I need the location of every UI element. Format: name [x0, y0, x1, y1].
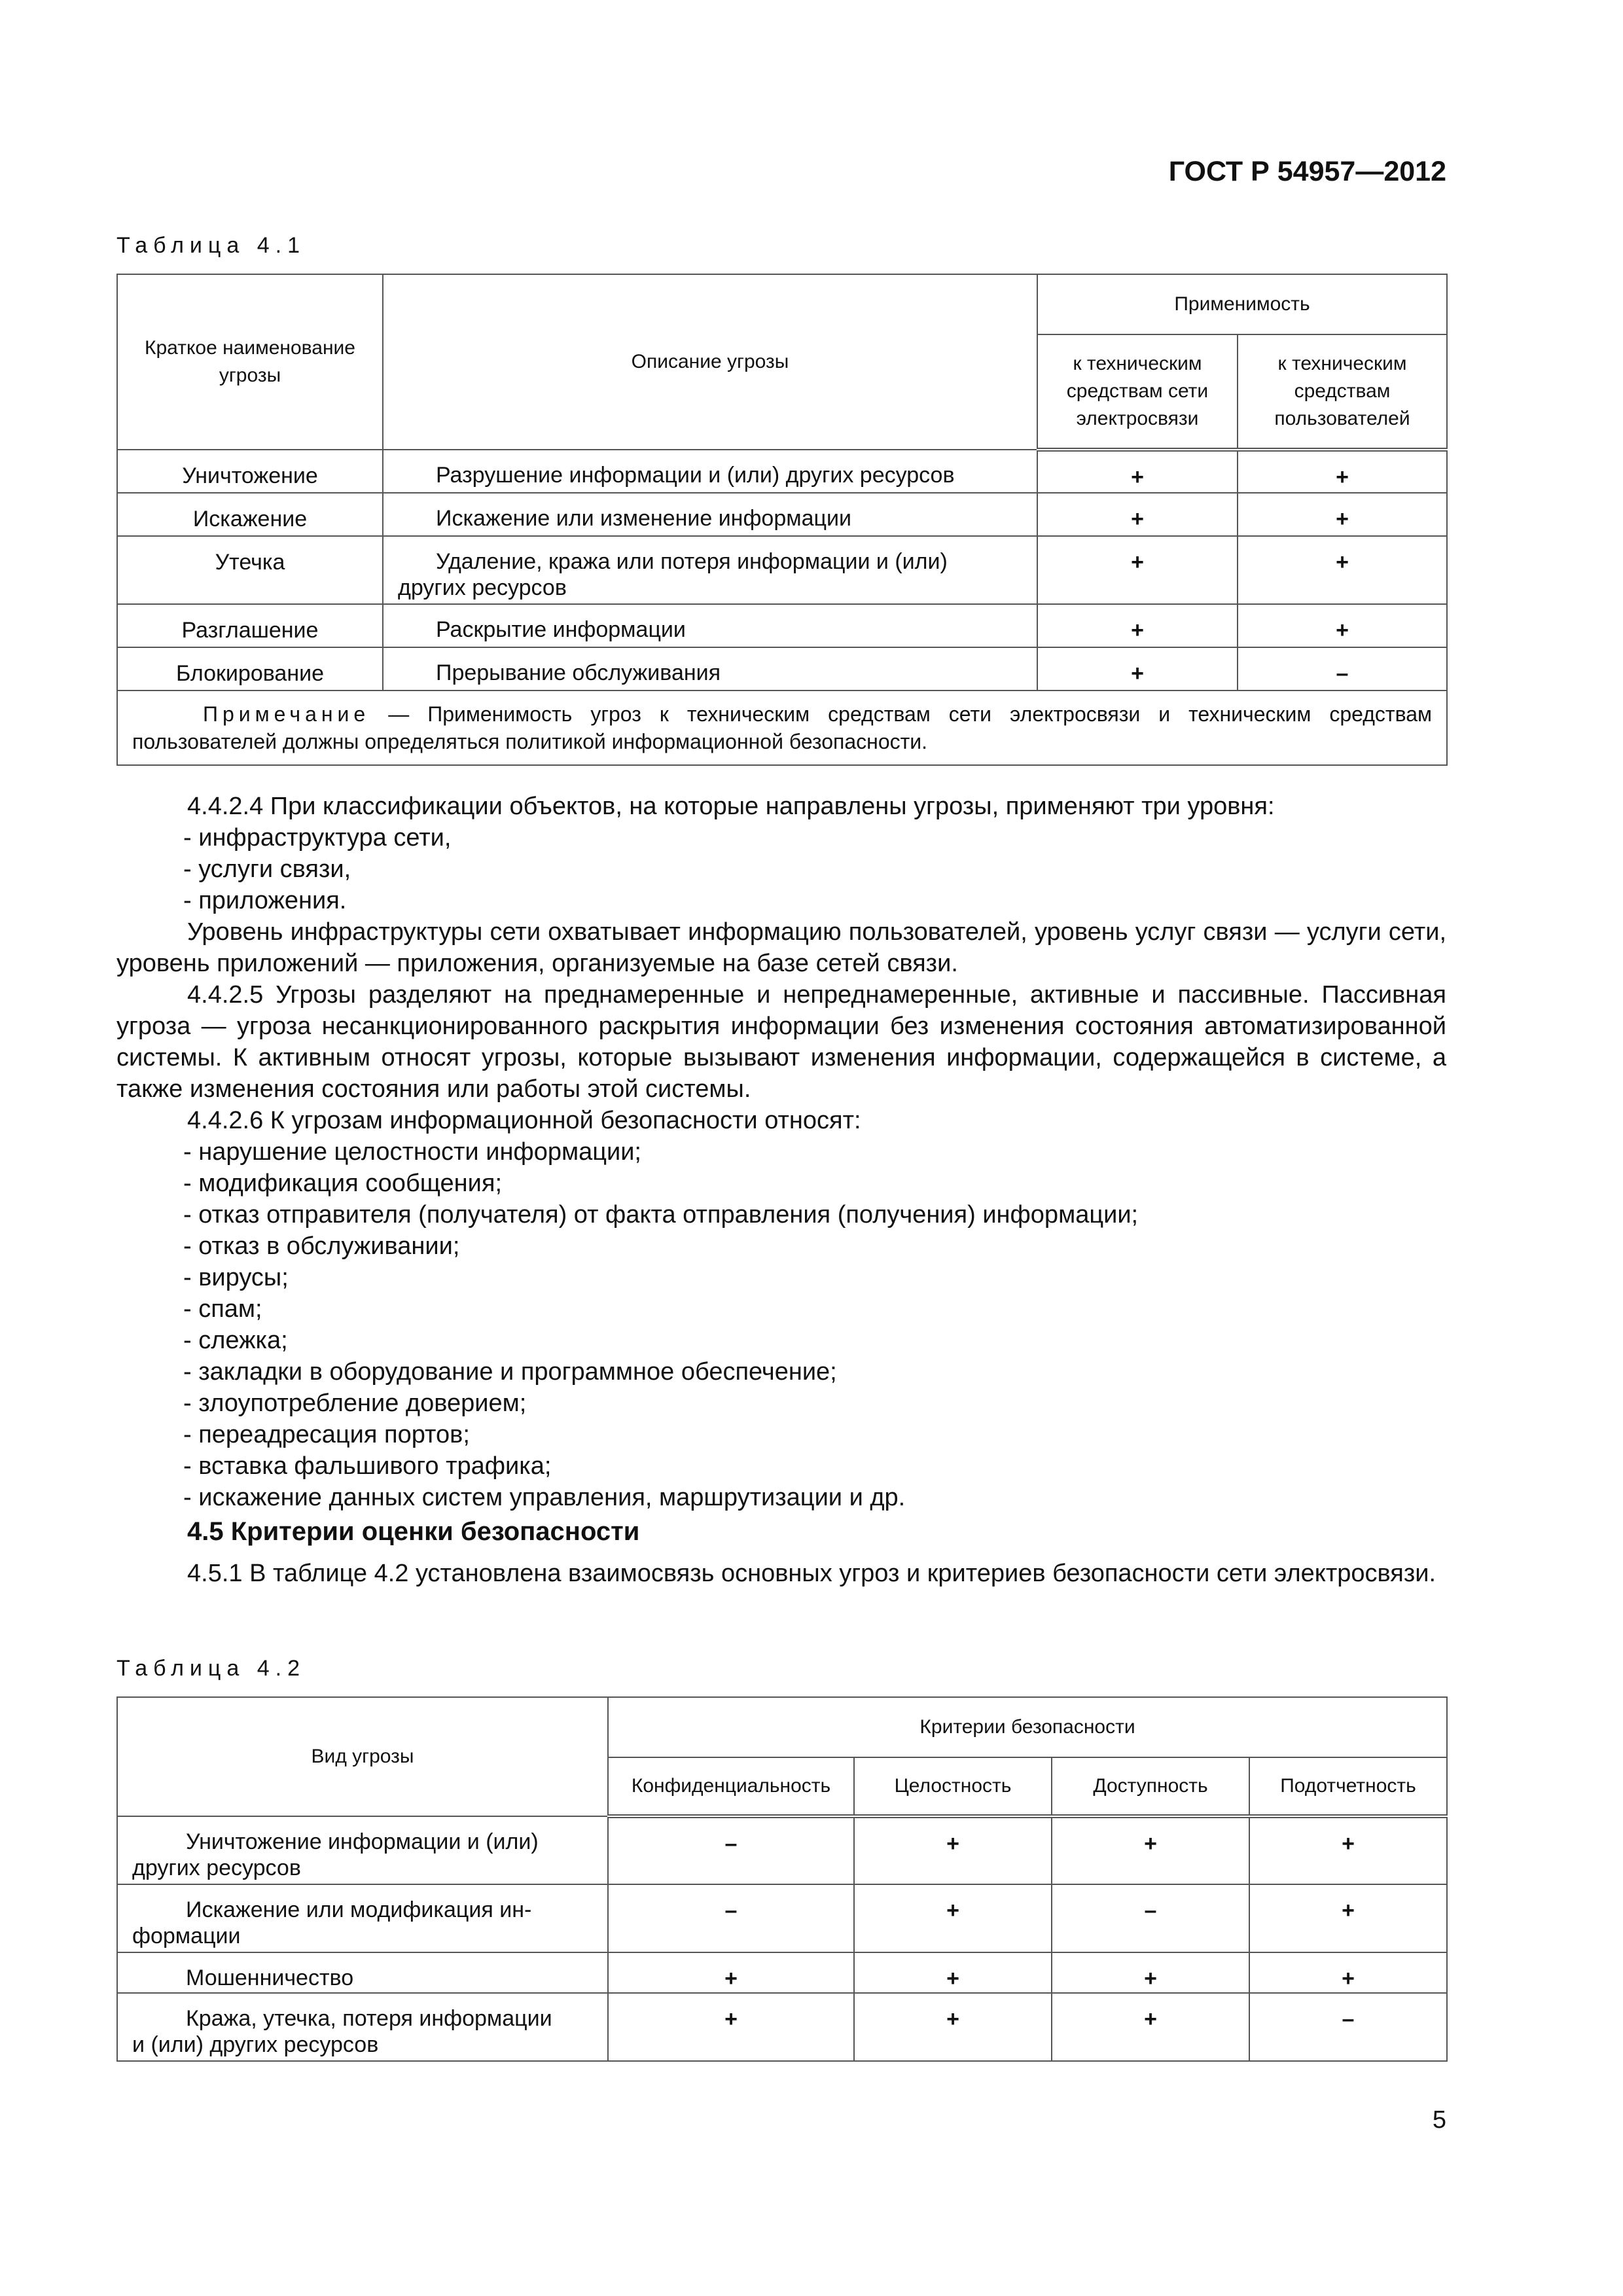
- header-security-criteria: Критерии безопасности: [608, 1697, 1447, 1757]
- threat-type: Мошенничество: [186, 1965, 354, 1990]
- accountability-mark: +: [1249, 1816, 1447, 1884]
- threat-name: Уничтожение: [117, 450, 383, 493]
- header-threat-name: Краткое наименование угрозы: [117, 274, 383, 450]
- threat-description: Искажение или изменение информации: [436, 506, 851, 531]
- threat-description: Разрушение информации и (или) других ресурсов: [436, 463, 955, 488]
- page-number: 5: [1432, 2106, 1446, 2134]
- users-mark: +: [1238, 536, 1447, 604]
- table-row: [117, 647, 1447, 691]
- accountability-mark: –: [1249, 1993, 1447, 2061]
- table-row: [117, 1816, 1447, 1884]
- table-row: [117, 1993, 1447, 2061]
- threat-description: Прерывание обслуживания: [436, 660, 721, 685]
- list-item: - злоупотребление доверием;: [183, 1390, 527, 1417]
- confidentiality-mark: +: [608, 1993, 854, 2061]
- network-mark: +: [1037, 604, 1238, 647]
- header-user-means: к техническим средствам пользователей: [1238, 334, 1447, 450]
- paragraph-4-4-2-5: 4.4.2.5 Угрозы разделяют на преднамеренные и непреднамеренные, активные и пассивные. Пассивная угроза — угроза несанкционированного раскрытия информации без изменения состояния автоматизированной системы. К активным относят угрозы, которые вызывают изменения информации, содержащейся в системе, а также изменения состояния или работы этой системы.: [116, 981, 1446, 1103]
- header-integrity: Целостность: [854, 1757, 1052, 1816]
- threat-name: Разглашение: [117, 604, 383, 647]
- note-label: Примечание: [203, 702, 370, 726]
- table-row: [117, 604, 1447, 647]
- threat-name: Утечка: [117, 536, 383, 604]
- section-heading-4-5: 4.5 Критерии оценки безопасности: [187, 1517, 640, 1546]
- threat-type: Кража, утечка, потеря информации: [186, 2006, 552, 2031]
- document-code: ГОСТ Р 54957—2012: [1168, 156, 1446, 187]
- header-accountability: Подотчетность: [1249, 1757, 1447, 1816]
- accountability-mark: +: [1249, 1952, 1447, 1993]
- integrity-mark: +: [854, 1952, 1052, 1993]
- availability-mark: +: [1052, 1993, 1249, 2061]
- list-item: - услуги связи,: [183, 855, 351, 883]
- threat-name: Искажение: [117, 493, 383, 536]
- header-confidentiality: Конфиденциальность: [608, 1757, 854, 1816]
- availability-mark: +: [1052, 1952, 1249, 1993]
- integrity-mark: +: [854, 1884, 1052, 1952]
- list-item: - отказ в обслуживании;: [183, 1232, 460, 1260]
- confidentiality-mark: –: [608, 1816, 854, 1884]
- table-caption-4-1: Таблица 4.1: [116, 233, 306, 258]
- users-mark: +: [1238, 493, 1447, 536]
- threat-description-continued: других ресурсов: [398, 575, 567, 600]
- confidentiality-mark: –: [608, 1884, 854, 1952]
- paragraph-levels: Уровень инфраструктуры сети охватывает информацию пользователей, уровень услуг связи — услуги сети, уровень приложений — приложения, организуемые на базе сетей связи.: [116, 918, 1446, 977]
- table-row: [117, 450, 1447, 493]
- table-row: [117, 536, 1447, 604]
- network-mark: +: [1037, 647, 1238, 691]
- threat-type-continued: формации: [132, 1924, 241, 1948]
- header-availability: Доступность: [1052, 1757, 1249, 1816]
- list-item: - переадресация портов;: [183, 1421, 470, 1448]
- criteria-table: [116, 1696, 1448, 2062]
- confidentiality-mark: +: [608, 1952, 854, 1993]
- integrity-mark: +: [854, 1816, 1052, 1884]
- network-mark: +: [1037, 450, 1238, 493]
- header-threat-type: Вид угрозы: [117, 1697, 608, 1816]
- list-item: - искажение данных систем управления, маршрутизации и др.: [183, 1484, 906, 1511]
- list-item: - нарушение целостности информации;: [183, 1138, 641, 1166]
- threat-type: Искажение или модификация ин-: [186, 1897, 532, 1922]
- network-mark: +: [1037, 493, 1238, 536]
- users-mark: +: [1238, 604, 1447, 647]
- list-item: - отказ отправителя (получателя) от факта отправления (получения) информации;: [183, 1201, 1139, 1229]
- header-applicability: Применимость: [1037, 274, 1447, 334]
- threats-table: [116, 274, 1448, 766]
- integrity-mark: +: [854, 1993, 1052, 2061]
- table-caption-4-2: Таблица 4.2: [116, 1656, 306, 1681]
- list-item: - вставка фальшивого трафика;: [183, 1452, 552, 1480]
- threat-type: Уничтожение информации и (или): [186, 1829, 539, 1854]
- list-item: - слежка;: [183, 1327, 288, 1354]
- threat-type-continued: и (или) других ресурсов: [132, 2032, 379, 2057]
- list-item: - модификация сообщения;: [183, 1170, 503, 1197]
- threat-description: Удаление, кража или потеря информации и (или): [436, 549, 948, 574]
- list-item: - закладки в оборудование и программное обеспечение;: [183, 1358, 837, 1386]
- table-row: [117, 1884, 1447, 1952]
- accountability-mark: +: [1249, 1884, 1447, 1952]
- header-network-means: к техническим средствам сети электросвязи: [1037, 334, 1238, 450]
- list-item: - спам;: [183, 1295, 262, 1323]
- table-row: [117, 1952, 1447, 1993]
- table-row: [117, 493, 1447, 536]
- users-mark: –: [1238, 647, 1447, 691]
- availability-mark: –: [1052, 1884, 1249, 1952]
- list-item: - приложения.: [183, 887, 347, 914]
- paragraph-4-4-2-6: 4.4.2.6 К угрозам информационной безопасности относят:: [187, 1107, 861, 1134]
- network-mark: +: [1037, 536, 1238, 604]
- paragraph-4-5-1: 4.5.1 В таблице 4.2 установлена взаимосвязь основных угроз и критериев безопасности сети электросвязи.: [187, 1560, 1436, 1587]
- list-item: - инфраструктура сети,: [183, 824, 452, 852]
- threat-name: Блокирование: [117, 647, 383, 691]
- paragraph-4-4-2-4: 4.4.2.4 При классификации объектов, на которые направлены угрозы, применяют три уровня:: [187, 793, 1275, 820]
- list-item: - вирусы;: [183, 1264, 289, 1291]
- users-mark: +: [1238, 450, 1447, 493]
- threat-type-continued: других ресурсов: [132, 1856, 301, 1880]
- note-text: — Применимость угроз к техническим средствам сети электросвязи и техническим средствам пользователей должны определяться политикой информационной безопасности.: [132, 702, 1433, 753]
- table-note: [117, 691, 1447, 765]
- availability-mark: +: [1052, 1816, 1249, 1884]
- threat-description: Раскрытие информации: [436, 617, 686, 642]
- header-threat-description: Описание угрозы: [383, 274, 1037, 450]
